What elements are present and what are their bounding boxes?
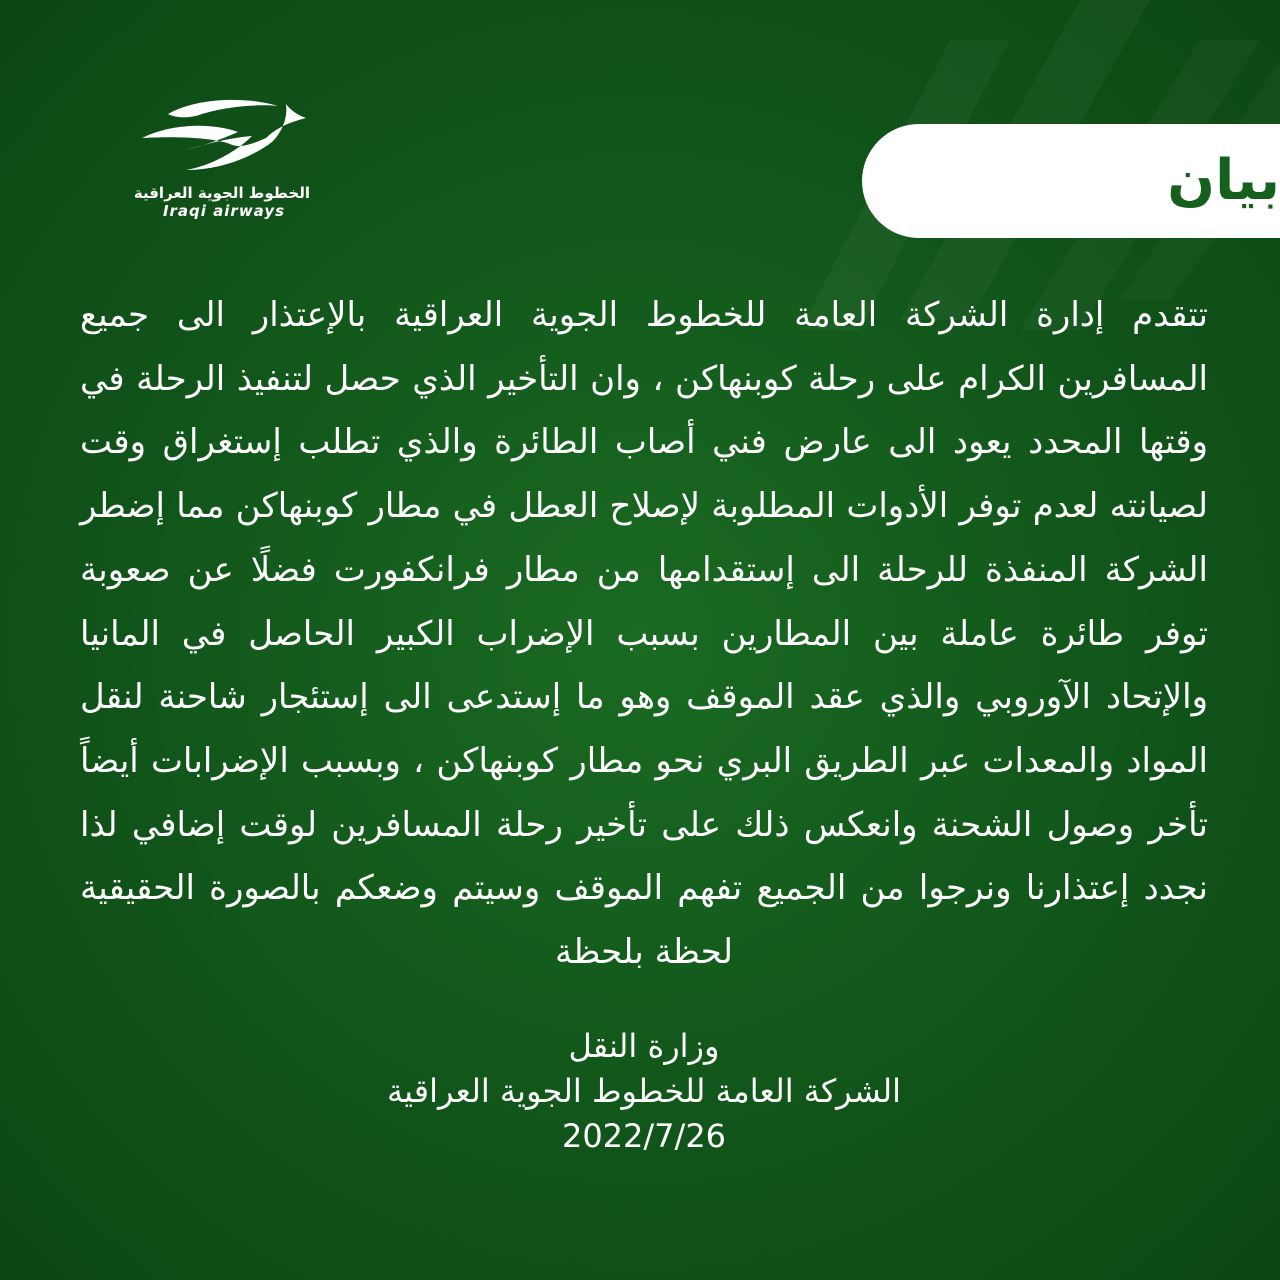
page-title: بيان [1167,148,1280,213]
iraqi-airways-logo [133,94,310,239]
bird-logo-icon [140,94,308,182]
statement-body: تتقدم إدارة الشركة العامة للخطوط الجوية العراقية بالإعتذار الى جميع المسافرين الكرام على رحلة كوبنهاكن ، وان التأخير الذي حصل لتنفيذ الرحلة في وقتها المحدد يعود الى عارض فني أصاب الطائرة والذي تطلب إستغراق وقت لصيانته لعدم توفر الأدوات المطلوبة لإصلاح العطل في مطار كوبنهاكن مما إضطر الشركة المنفذة للرحلة الى إستقدامها من مطار فرانكفورت فضلًا عن صعوبة توفر طائرة عاملة بين المطارين بسبب الإضراب الكبير الحاصل في المانيا والإتحاد الآوروبي والذي عقد الموقف وهو ما إستدعى الى إستئجار شاحنة لنقل المواد والمعدات عبر الطريق البري نحو مطار كوبنهاكن ، وبسبب الإضرابات أيضاً تأخر وصول الشحنة وانعكس ذلك على تأخير رحلة المسافرين لوقت إضافي لذا نجدد إعتذارنا ونرجوا من الجميع تفهم الموقف وسيتم وضعكم بالصورة الحقيقية لحظة بلحظة [80,295,1208,973]
signature-date: 2022/7/26 [561,1117,727,1155]
signature-company: الشركة العامة للخطوط الجوية العراقية [386,1072,902,1110]
title-banner [862,124,1280,238]
logo-arabic-name: الخطوط الجوية العراقية [133,184,310,202]
signature-ministry: وزارة النقل [568,1027,720,1065]
signature-block [80,1024,1208,1159]
logo-english-name: Iraqi airways [162,202,286,220]
